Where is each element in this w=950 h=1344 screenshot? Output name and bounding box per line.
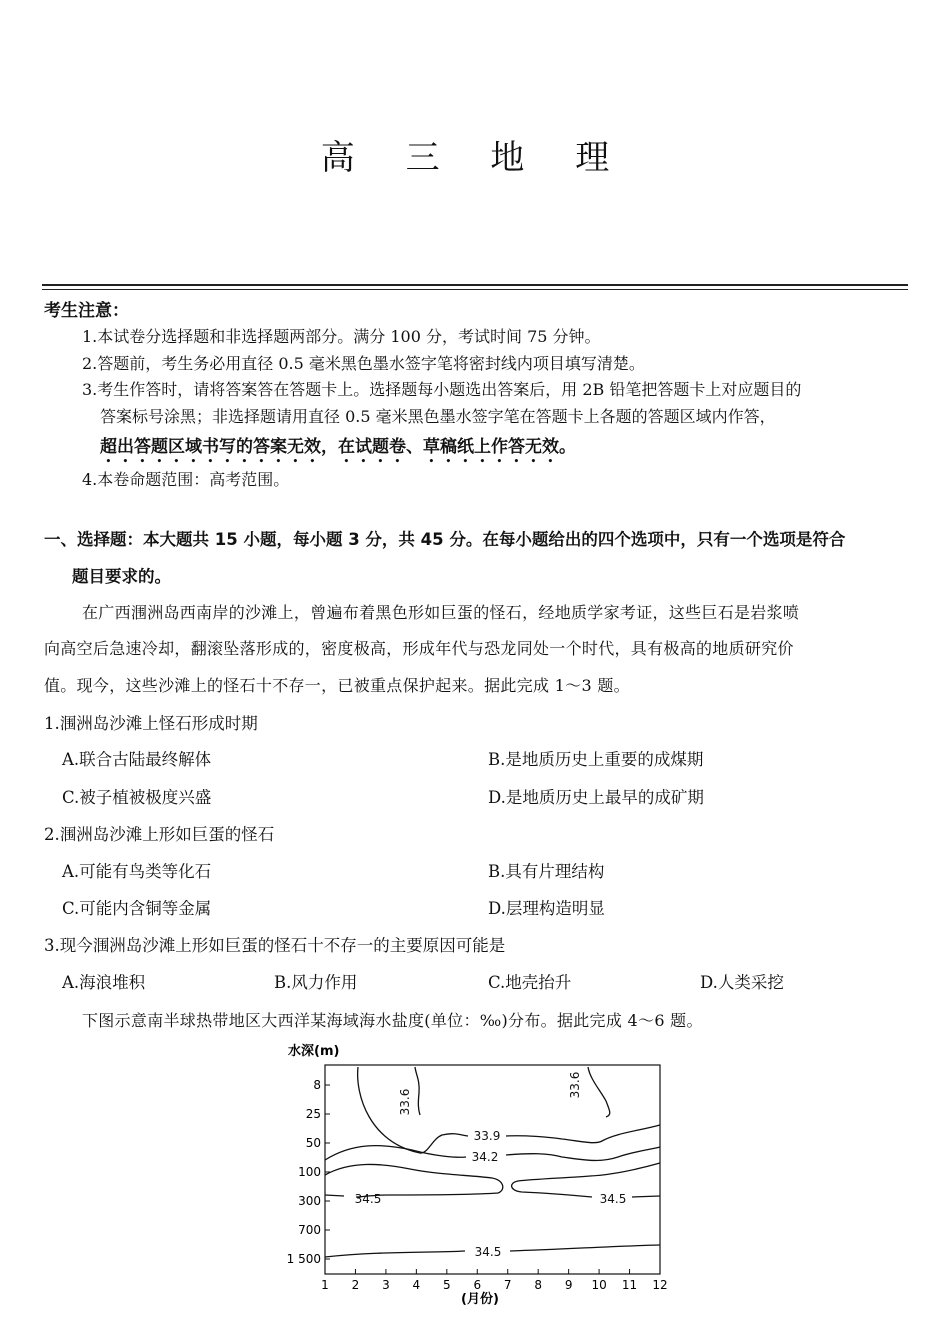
x-tick-label: 11 xyxy=(621,1278,638,1292)
question-2-stem: 2.涠洲岛沙滩上形如巨蛋的怪石 xyxy=(44,825,275,844)
question-3-option-a: A.海浪堆积 xyxy=(62,973,146,992)
header-rule-thin xyxy=(42,289,908,290)
contour-label-34-5-bottom: 34.5 xyxy=(474,1245,502,1259)
question-1-stem: 1.涠洲岛沙滩上怪石形成时期 xyxy=(44,714,258,733)
chart-x-ticks xyxy=(321,1269,667,1292)
contour-label-33-6-left: 33.6 xyxy=(398,1088,412,1116)
y-tick-label: 50 xyxy=(305,1136,321,1150)
x-tick-label: 12 xyxy=(652,1278,668,1292)
question-3-option-b: B.风力作用 xyxy=(274,973,358,992)
passage2: 下图示意南半球热带地区大西洋某海域海水盐度(单位：‰)分布。据此完成 4～6 题。 xyxy=(82,1011,703,1030)
x-tick-label: 6 xyxy=(473,1278,482,1292)
question-2-option-a: A.可能有鸟类等化石 xyxy=(62,862,212,881)
notice-item-3-cont: 答案标号涂黑；非选择题请用直径 0.5 毫米黑色墨水签字笔在答题卡上各题的答题区域内作答， xyxy=(100,407,776,426)
x-tick-label: 1 xyxy=(321,1278,329,1292)
x-tick-label: 5 xyxy=(442,1278,451,1292)
question-2-option-c: C.可能内含铜等金属 xyxy=(62,899,212,918)
contour-label-34-5-left: 34.5 xyxy=(354,1192,382,1206)
passage1-line3: 值。现今，这些沙滩上的怪石十不存一，已被重点保护起来。据此完成 1～3 题。 xyxy=(44,676,630,695)
contour-labels xyxy=(355,1072,627,1259)
notice-emphasis: 超出答题区域书写的答案无效，在试题卷、草稿纸上作答无效。 xyxy=(100,437,576,457)
salinity-contour-chart xyxy=(270,1035,680,1310)
x-tick-label: 10 xyxy=(591,1278,607,1292)
y-tick-label: 1 500 xyxy=(286,1252,321,1266)
question-1-option-b: B.是地质历史上重要的成煤期 xyxy=(488,750,704,769)
y-tick-label: 700 xyxy=(298,1223,321,1237)
section-heading-line1: 一、选择题：本大题共 15 小题，每小题 3 分，共 45 分。在每小题给出的四个选项中，只有一个选项是符合 xyxy=(44,530,846,549)
question-3-option-d: D.人类采挖 xyxy=(700,973,784,992)
notice-item-3: 3.考生作答时，请将答案答在答题卡上。选择题每小题选出答案后，用 2B 铅笔把答题卡上对应题目的 xyxy=(82,380,802,399)
question-2-option-b: B.具有片理结构 xyxy=(488,862,605,881)
x-tick-label: 9 xyxy=(564,1278,573,1292)
contour-label-33-6-right: 33.6 xyxy=(568,1071,582,1099)
x-tick-label: 8 xyxy=(534,1278,543,1292)
contour-33-6-right xyxy=(588,1067,610,1117)
question-1-option-a: A.联合古陆最终解体 xyxy=(62,750,212,769)
contour-34-5-left-tail xyxy=(325,1195,344,1196)
x-tick-label: 4 xyxy=(412,1278,421,1292)
notice-item-1: 1.本试卷分选择题和非选择题两部分。满分 100 分，考试时间 75 分钟。 xyxy=(82,327,601,346)
contour-33-6-left xyxy=(415,1067,420,1115)
notice-item-2: 2.答题前，考生务必用直径 0.5 毫米黑色墨水签字笔将密封线内项目填写清楚。 xyxy=(82,354,645,373)
notice-heading: 考生注意： xyxy=(44,301,129,321)
x-tick-label: 2 xyxy=(351,1278,360,1292)
passage1-line1: 在广西涠洲岛西南岸的沙滩上，曾遍布着黑色形如巨蛋的怪石，经地质学家考证，这些巨石是岩浆喷 xyxy=(82,603,800,622)
question-3-stem: 3.现今涠洲岛沙滩上形如巨蛋的怪石十不存一的主要原因可能是 xyxy=(44,936,506,955)
chart-x-label: (月份) xyxy=(461,1292,499,1307)
y-tick-label: 300 xyxy=(298,1194,321,1208)
chart-y-label: 水深(m) xyxy=(288,1044,340,1059)
question-3-option-c: C.地壳抬升 xyxy=(488,973,572,992)
chart-frame xyxy=(325,1065,660,1274)
header-rule-thick xyxy=(42,284,908,286)
contour-label-34-5-right: 34.5 xyxy=(599,1192,627,1206)
x-tick-label: 7 xyxy=(503,1278,512,1292)
section-heading-line2: 题目要求的。 xyxy=(72,567,171,586)
question-2-option-d: D.层理构造明显 xyxy=(488,899,605,918)
page-title: 高 三 地 理 xyxy=(320,138,630,178)
y-tick-label: 100 xyxy=(298,1165,321,1179)
question-1-option-c: C.被子植被极度兴盛 xyxy=(62,788,212,807)
question-1-option-d: D.是地质历史上最早的成矿期 xyxy=(488,788,704,807)
y-tick-label: 8 xyxy=(313,1078,321,1092)
x-tick-label: 3 xyxy=(382,1278,390,1292)
contour-34-5-left xyxy=(325,1164,503,1197)
notice-item-4: 4.本卷命题范围：高考范围。 xyxy=(82,470,290,489)
passage1-line2: 向高空后急速冷却，翻滚坠落形成的，密度极高，形成年代与恐龙同处一个时代，具有极高的地质研究价 xyxy=(44,639,794,658)
contour-label-33-9: 33.9 xyxy=(473,1129,501,1143)
contour-label-34-2: 34.2 xyxy=(471,1150,499,1164)
contour-34-5-right xyxy=(512,1163,660,1197)
chart-y-ticks xyxy=(287,1078,330,1266)
y-tick-label: 25 xyxy=(305,1107,321,1121)
